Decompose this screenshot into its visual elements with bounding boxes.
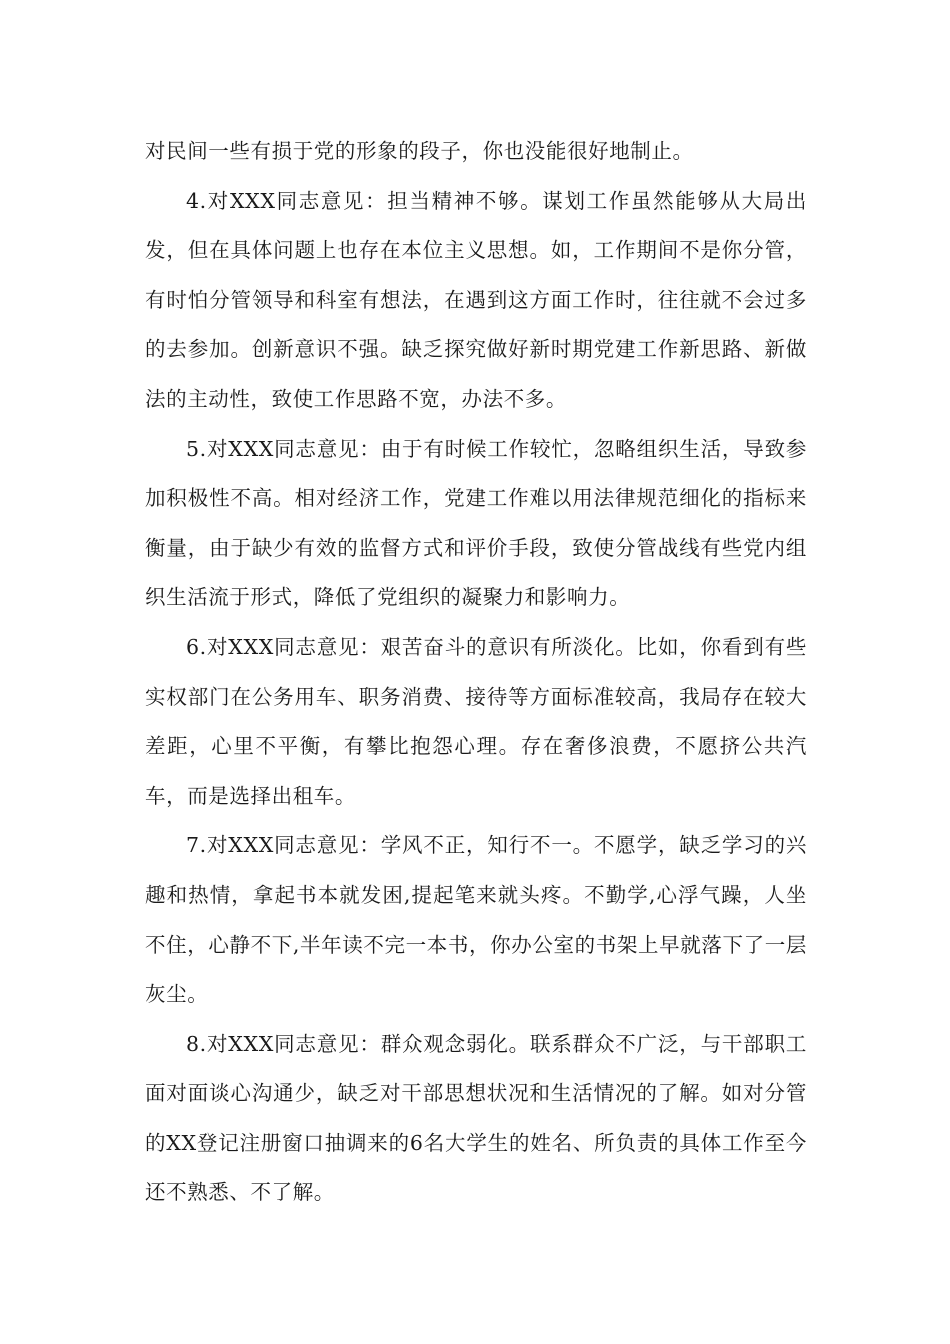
paragraph-opinion-4: 4.对XXX同志意见：担当精神不够。谋划工作虽然能够从大局出发，但在具体问题上也存在本位主义思想。如，工作期间不是你分管，有时怕分管领导和科室有想法，在遇到这方面工作时，往往就不会过多的去参加。创新意识不强。缺乏探究做好新时期党建工作新思路、新做法的主动性，致使工作思路不宽，办法不多。 [145, 188, 807, 411]
paragraph-continuation: 对民间一些有损于党的形象的段子，你也没能很好地制止。 [145, 139, 694, 163]
paragraph-opinion-5: 5.对XXX同志意见：由于有时候工作较忙，忽略组织生活，导致参加积极性不高。相对经济工作，党建工作难以用法律规范细化的指标来衡量，由于缺少有效的监督方式和评价手段，致使分管战线有些党内组织生活流于形式，降低了党组织的凝聚力和影响力。 [145, 436, 807, 610]
paragraph-opinion-8: 8.对XXX同志意见：群众观念弱化。联系群众不广泛，与干部职工面对面谈心沟通少，缺乏对干部思想状况和生活情况的了解。如对分管的XX登记注册窗口抽调来的6名大学生的姓名、所负责的具体工作至今还不熟悉、不了解。 [145, 1031, 807, 1205]
paragraph-opinion-6: 6.对XXX同志意见：艰苦奋斗的意识有所淡化。比如，你看到有些实权部门在公务用车、职务消费、接待等方面标准较高，我局存在较大差距，心里不平衡，有攀比抱怨心理。存在奢侈浪费，不愿挤公共汽车，而是选择出租车。 [145, 634, 807, 808]
paragraph-opinion-7: 7.对XXX同志意见：学风不正，知行不一。不愿学，缺乏学习的兴趣和热情，拿起书本就发困,提起笔来就头疼。不勤学,心浮气躁，人坐不住，心静不下,半年读不完一本书，你办公室的书架上早就落下了一层灰尘。 [145, 833, 807, 1007]
document-body [145, 127, 807, 1218]
